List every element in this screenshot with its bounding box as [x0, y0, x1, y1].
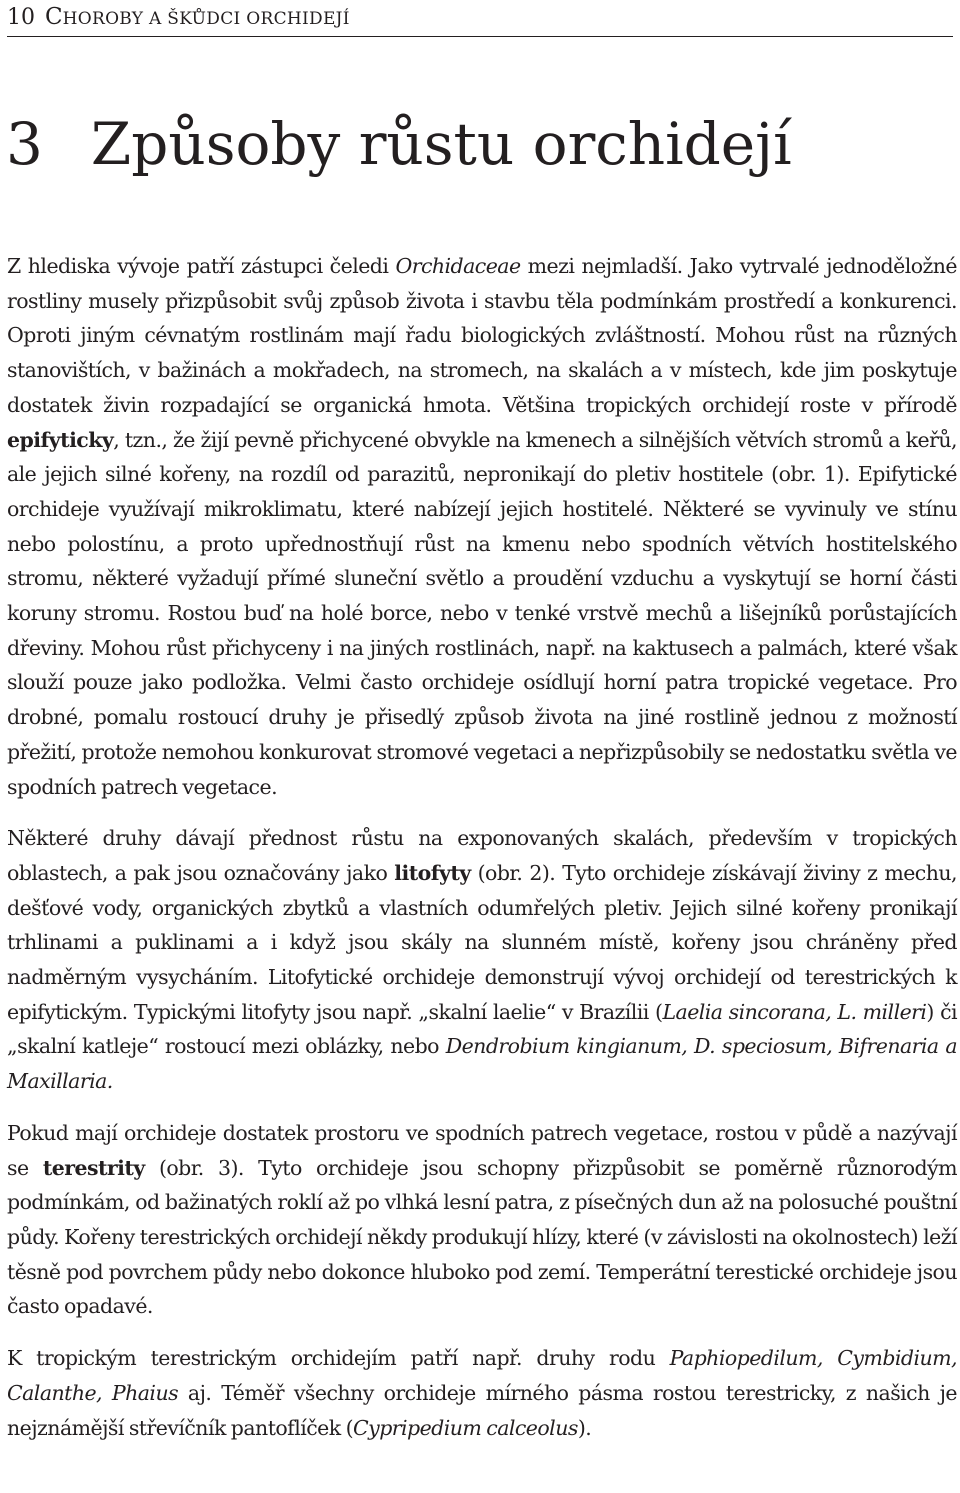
text-run: Z hlediska vývoje patří zástupci čeledi	[7, 254, 396, 278]
paragraph	[7, 1341, 957, 1445]
bold-term: epifyticky	[7, 427, 114, 452]
paragraph	[7, 1116, 957, 1324]
running-header	[7, 2, 953, 37]
text-run: mezi nejmladší. Jako vytrvalé jednoděložné rostliny musely přizpůsobit svůj způsob života i stavbu těla podmínkám prostředí a konkurenci. Oproti jiným cévnatým rostlinám mají řadu biologických zvláštností. Mohou růst na různých stanovištích, v bažinách a mokřadech, na stromech, na skalách a v místech, kde jim poskytuje dostatek živin rozpadající se organická hmota. Většina tropických orchidejí roste v přírodě	[7, 254, 957, 417]
text-run: (obr. 3). Tyto orchideje jsou schopny přizpůsobit se poměrně různorodým podmínkám, od bažinatých roklí až po vlhká lesní patra, z písečných dun až na polosuché pouštní půdy. Kořeny terestrických orchidejí někdy produkují hlízy, které (v závislosti na okolnostech) leží těsně pod povrchem půdy nebo dokonce hluboko pod zemí. Temperátní terestické orchideje jsou často opadavé.	[7, 1155, 957, 1319]
text-run: (obr. 2). Tyto orchideje získávají živiny z mechu, dešťové vody, organických zbytků a vlastních odumřelých pletiv. Jejich silné kořeny pronikají trhlinami a puklinami a i když jsou skály na slunném místě, kořeny jsou chráněny před nadměrným vysycháním. Litofytické orchideje demonstrují vývoj orchidejí od terestrických k epifytickým. Typickými litofyty jsou např. „skalní laelie“ v Brazílii (	[7, 860, 957, 1024]
italic-term: Dendrobium kingianum, D. speciosum, Bifrenaria a Maxillaria.	[7, 1034, 957, 1094]
italic-term: Paphiopedilum, Cymbidium, Calanthe, Phaius	[7, 1346, 957, 1405]
bold-term: terestrity	[42, 1155, 145, 1180]
italic-term: Cypripedium calceolus	[353, 1415, 578, 1440]
text-run: , tzn., že žijí pevně přichycené obvykle na kmenech a silnějších větvích stromů a keřů, ale jejich silné kořeny, na rozdíl od parazitů, nepronikají do pletiv hostitele (obr. 1). Epifytické orchideje využívají mikroklimatu, které nabízejí jejich hostitelé. Některé se vyvinuly ve stínu nebo polostínu, a proto upřednostňují růst na kmenu nebo spodních větvích hostitelského stromu, některé vyžadují přímé sluneční světlo a proudění vzduchu a vyskytují se horní části koruny stromu. Rostou buď na holé borce, nebo v tenké vrstvě mechů a lišejníků porůstajících dřeviny. Mohou růst přichyceny i na jiných rostlinách, např. na kaktusech a palmách, které však slouží pouze jako podložka. Velmi často orchideje osídlují horní patra tropické vegetace. Pro drobné, pomalu rostoucí druhy je přisedlý způsob života na jiné rostlině jednou z možností přežití, protože nemohou konkurovat stromové vegetaci a nepřizpůsobily se nedostatku světla ve spodních patrech vegetace.	[7, 427, 957, 799]
chapter-title: Způsoby růstu orchidejí	[90, 110, 792, 178]
italic-term: Orchidaceae	[395, 254, 521, 278]
italic-term: Laelia sincorana, L. milleri	[662, 999, 927, 1024]
bold-term: litofyty	[394, 860, 471, 885]
page-number: 10	[7, 5, 35, 30]
text-run: K tropickým terestrickým orchidejím patří např. druhy rodu	[7, 1346, 670, 1371]
running-title: HOROBY A ŠKŮDCI ORCHIDEJÍ	[62, 9, 350, 29]
text-run: ) či „skalní katleje“ rostoucí mezi oblázky, nebo	[7, 999, 958, 1059]
body-text	[7, 249, 957, 1462]
chapter-number: 3	[6, 110, 43, 178]
text-run: Některé druhy dávají přednost růstu na exponovaných skalách, především v tropických oblastech, a pak jsou označovány jako	[7, 826, 957, 885]
paragraph	[7, 821, 957, 1099]
text-run: Pokud mají orchideje dostatek prostoru ve spodních patrech vegetace, rostou v půdě a nazývají se	[7, 1120, 957, 1180]
chapter-heading	[6, 104, 792, 184]
running-title-initial: C	[45, 4, 63, 30]
paragraph	[7, 249, 957, 804]
text-run: ).	[577, 1415, 592, 1440]
text-run: aj. Téměř všechny orchideje mírného pásma rostou terestricky, z našich je nejznámější střevíčník pantoflíček (	[7, 1380, 957, 1440]
